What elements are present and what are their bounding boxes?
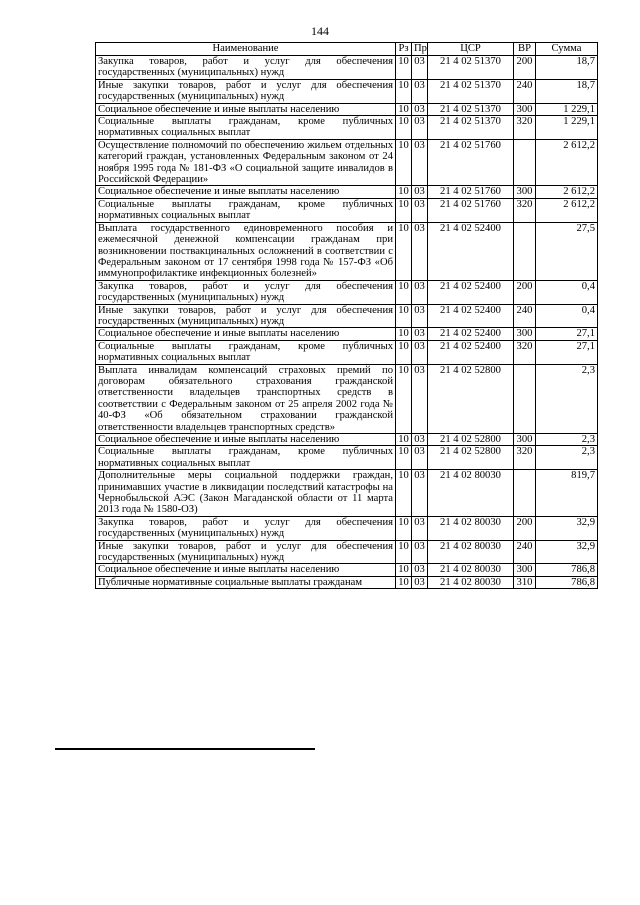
row-sum: 1 229,1 bbox=[536, 116, 598, 140]
row-csr: 21 4 02 51760 bbox=[428, 198, 514, 222]
row-csr: 21 4 02 52800 bbox=[428, 364, 514, 433]
row-pr: 03 bbox=[412, 56, 428, 80]
row-name: Публичные нормативные социальные выплаты гражданам bbox=[96, 576, 396, 588]
row-rz: 10 bbox=[396, 576, 412, 588]
row-name: Социальные выплаты гражданам, кроме публичных нормативных социальных выплат bbox=[96, 116, 396, 140]
row-name: Социальные выплаты гражданам, кроме публичных нормативных социальных выплат bbox=[96, 198, 396, 222]
row-pr: 03 bbox=[412, 576, 428, 588]
table-row bbox=[96, 103, 598, 115]
header-rz: Рз bbox=[396, 43, 412, 56]
header-sum: Сумма bbox=[536, 43, 598, 56]
row-vr: 240 bbox=[514, 304, 536, 328]
row-rz: 10 bbox=[396, 222, 412, 280]
row-sum: 2,3 bbox=[536, 434, 598, 446]
row-pr: 03 bbox=[412, 364, 428, 433]
row-name: Осуществление полномочий по обеспечению жильем отдельных категорий граждан, установленных Федеральным законом от 24 ноября 1995 года № 181-ФЗ «О социальной защите инвалидов в Российской Федерации» bbox=[96, 139, 396, 186]
row-pr: 03 bbox=[412, 198, 428, 222]
row-name: Иные закупки товаров, работ и услуг для обеспечения государственных (муниципальных) нужд bbox=[96, 304, 396, 328]
row-pr: 03 bbox=[412, 79, 428, 103]
row-sum: 2 612,2 bbox=[536, 139, 598, 186]
row-rz: 10 bbox=[396, 340, 412, 364]
table-row bbox=[96, 222, 598, 280]
row-name: Социальные выплаты гражданам, кроме публичных нормативных социальных выплат bbox=[96, 340, 396, 364]
row-rz: 10 bbox=[396, 516, 412, 540]
row-pr: 03 bbox=[412, 222, 428, 280]
row-sum: 2,3 bbox=[536, 446, 598, 470]
row-name: Закупка товаров, работ и услуг для обеспечения государственных (муниципальных) нужд bbox=[96, 516, 396, 540]
row-vr: 200 bbox=[514, 280, 536, 304]
header-name: Наименование bbox=[96, 43, 396, 56]
table-row bbox=[96, 79, 598, 103]
table-body bbox=[96, 56, 598, 589]
row-rz: 10 bbox=[396, 116, 412, 140]
row-pr: 03 bbox=[412, 280, 428, 304]
budget-table bbox=[95, 42, 598, 589]
row-vr: 300 bbox=[514, 434, 536, 446]
row-pr: 03 bbox=[412, 434, 428, 446]
row-sum: 2 612,2 bbox=[536, 186, 598, 198]
table-row bbox=[96, 340, 598, 364]
row-vr: 300 bbox=[514, 186, 536, 198]
row-csr: 21 4 02 51760 bbox=[428, 186, 514, 198]
row-csr: 21 4 02 80030 bbox=[428, 516, 514, 540]
row-name: Иные закупки товаров, работ и услуг для обеспечения государственных (муниципальных) нужд bbox=[96, 79, 396, 103]
row-rz: 10 bbox=[396, 56, 412, 80]
row-sum: 2 612,2 bbox=[536, 198, 598, 222]
table-row bbox=[96, 540, 598, 564]
header-pr: Пр bbox=[412, 43, 428, 56]
row-pr: 03 bbox=[412, 186, 428, 198]
row-vr bbox=[514, 222, 536, 280]
row-rz: 10 bbox=[396, 103, 412, 115]
row-vr: 240 bbox=[514, 540, 536, 564]
row-pr: 03 bbox=[412, 340, 428, 364]
row-sum: 0,4 bbox=[536, 280, 598, 304]
row-sum: 819,7 bbox=[536, 470, 598, 517]
row-name: Социальное обеспечение и иные выплаты населению bbox=[96, 564, 396, 576]
table-row bbox=[96, 304, 598, 328]
row-pr: 03 bbox=[412, 446, 428, 470]
row-pr: 03 bbox=[412, 304, 428, 328]
row-pr: 03 bbox=[412, 139, 428, 186]
row-vr bbox=[514, 139, 536, 186]
row-csr: 21 4 02 51370 bbox=[428, 56, 514, 80]
row-pr: 03 bbox=[412, 116, 428, 140]
table-row bbox=[96, 564, 598, 576]
row-rz: 10 bbox=[396, 139, 412, 186]
table-row bbox=[96, 280, 598, 304]
row-csr: 21 4 02 52400 bbox=[428, 328, 514, 340]
row-sum: 27,1 bbox=[536, 328, 598, 340]
row-vr: 240 bbox=[514, 79, 536, 103]
row-name: Иные закупки товаров, работ и услуг для обеспечения государственных (муниципальных) нужд bbox=[96, 540, 396, 564]
row-name: Закупка товаров, работ и услуг для обеспечения государственных (муниципальных) нужд bbox=[96, 280, 396, 304]
row-pr: 03 bbox=[412, 328, 428, 340]
row-rz: 10 bbox=[396, 328, 412, 340]
row-csr: 21 4 02 52400 bbox=[428, 304, 514, 328]
row-name: Социальные выплаты гражданам, кроме публичных нормативных социальных выплат bbox=[96, 446, 396, 470]
row-vr bbox=[514, 470, 536, 517]
row-vr: 310 bbox=[514, 576, 536, 588]
table-row bbox=[96, 139, 598, 186]
row-csr: 21 4 02 52400 bbox=[428, 222, 514, 280]
row-vr: 320 bbox=[514, 340, 536, 364]
row-name: Выплата государственного единовременного пособия и ежемесячной денежной компенсации гражданам при возникновении поствакцинальных осложнений в соответствии с Федеральным законом от 17 сентября 1998 года № 157-ФЗ «Об иммунопрофилактике инфекционных болезней» bbox=[96, 222, 396, 280]
row-rz: 10 bbox=[396, 446, 412, 470]
row-vr: 300 bbox=[514, 564, 536, 576]
row-rz: 10 bbox=[396, 186, 412, 198]
row-name: Социальное обеспечение и иные выплаты населению bbox=[96, 186, 396, 198]
row-csr: 21 4 02 52400 bbox=[428, 340, 514, 364]
row-csr: 21 4 02 52800 bbox=[428, 434, 514, 446]
row-rz: 10 bbox=[396, 434, 412, 446]
row-rz: 10 bbox=[396, 564, 412, 576]
row-sum: 1 229,1 bbox=[536, 103, 598, 115]
table-header-row bbox=[96, 43, 598, 56]
row-rz: 10 bbox=[396, 304, 412, 328]
row-rz: 10 bbox=[396, 79, 412, 103]
table-row bbox=[96, 446, 598, 470]
row-csr: 21 4 02 51760 bbox=[428, 139, 514, 186]
row-sum: 27,5 bbox=[536, 222, 598, 280]
row-sum: 32,9 bbox=[536, 540, 598, 564]
row-name: Социальное обеспечение и иные выплаты населению bbox=[96, 328, 396, 340]
table-row bbox=[96, 198, 598, 222]
row-rz: 10 bbox=[396, 540, 412, 564]
row-csr: 21 4 02 52400 bbox=[428, 280, 514, 304]
row-csr: 21 4 02 51370 bbox=[428, 116, 514, 140]
row-vr: 300 bbox=[514, 103, 536, 115]
row-csr: 21 4 02 80030 bbox=[428, 576, 514, 588]
row-rz: 10 bbox=[396, 198, 412, 222]
row-pr: 03 bbox=[412, 516, 428, 540]
row-rz: 10 bbox=[396, 364, 412, 433]
row-vr: 320 bbox=[514, 198, 536, 222]
row-sum: 32,9 bbox=[536, 516, 598, 540]
row-pr: 03 bbox=[412, 540, 428, 564]
row-csr: 21 4 02 80030 bbox=[428, 540, 514, 564]
page-number: 144 bbox=[311, 24, 329, 38]
row-rz: 10 bbox=[396, 280, 412, 304]
row-name: Социальное обеспечение и иные выплаты населению bbox=[96, 103, 396, 115]
row-sum: 786,8 bbox=[536, 576, 598, 588]
table-row bbox=[96, 516, 598, 540]
row-csr: 21 4 02 52800 bbox=[428, 446, 514, 470]
table-row bbox=[96, 470, 598, 517]
row-sum: 786,8 bbox=[536, 564, 598, 576]
row-sum: 18,7 bbox=[536, 79, 598, 103]
row-name: Дополнительные меры социальной поддержки граждан, принимавших участие в ликвидации последствий катастрофы на Чернобыльской АЭС (Закон Магаданской области от 11 марта 2013 года № 1580-ОЗ) bbox=[96, 470, 396, 517]
table-row bbox=[96, 364, 598, 433]
row-sum: 0,4 bbox=[536, 304, 598, 328]
table-row bbox=[96, 434, 598, 446]
row-name: Социальное обеспечение и иные выплаты населению bbox=[96, 434, 396, 446]
table-row bbox=[96, 56, 598, 80]
row-pr: 03 bbox=[412, 564, 428, 576]
header-csr: ЦСР bbox=[428, 43, 514, 56]
row-csr: 21 4 02 80030 bbox=[428, 470, 514, 517]
row-sum: 18,7 bbox=[536, 56, 598, 80]
table-row bbox=[96, 186, 598, 198]
row-vr: 300 bbox=[514, 328, 536, 340]
row-vr: 320 bbox=[514, 446, 536, 470]
row-vr bbox=[514, 364, 536, 433]
row-csr: 21 4 02 51370 bbox=[428, 79, 514, 103]
row-vr: 200 bbox=[514, 516, 536, 540]
row-name: Закупка товаров, работ и услуг для обеспечения государственных (муниципальных) нужд bbox=[96, 56, 396, 80]
row-name: Выплата инвалидам компенсаций страховых премий по договорам обязательного страхования гражданской ответственности владельцев транспортных средств в соответствии с Федеральным законом от 25 апреля 2002 года № 40-ФЗ «Об обязательном страховании гражданской ответственности владельцев транспортных средств» bbox=[96, 364, 396, 433]
row-sum: 27,1 bbox=[536, 340, 598, 364]
row-csr: 21 4 02 51370 bbox=[428, 103, 514, 115]
row-pr: 03 bbox=[412, 470, 428, 517]
row-vr: 320 bbox=[514, 116, 536, 140]
table-row bbox=[96, 576, 598, 588]
table-row bbox=[96, 116, 598, 140]
header-vr: ВР bbox=[514, 43, 536, 56]
row-sum: 2,3 bbox=[536, 364, 598, 433]
row-vr: 200 bbox=[514, 56, 536, 80]
row-csr: 21 4 02 80030 bbox=[428, 564, 514, 576]
footnote-separator-line bbox=[55, 748, 315, 750]
row-pr: 03 bbox=[412, 103, 428, 115]
table-row bbox=[96, 328, 598, 340]
row-rz: 10 bbox=[396, 470, 412, 517]
